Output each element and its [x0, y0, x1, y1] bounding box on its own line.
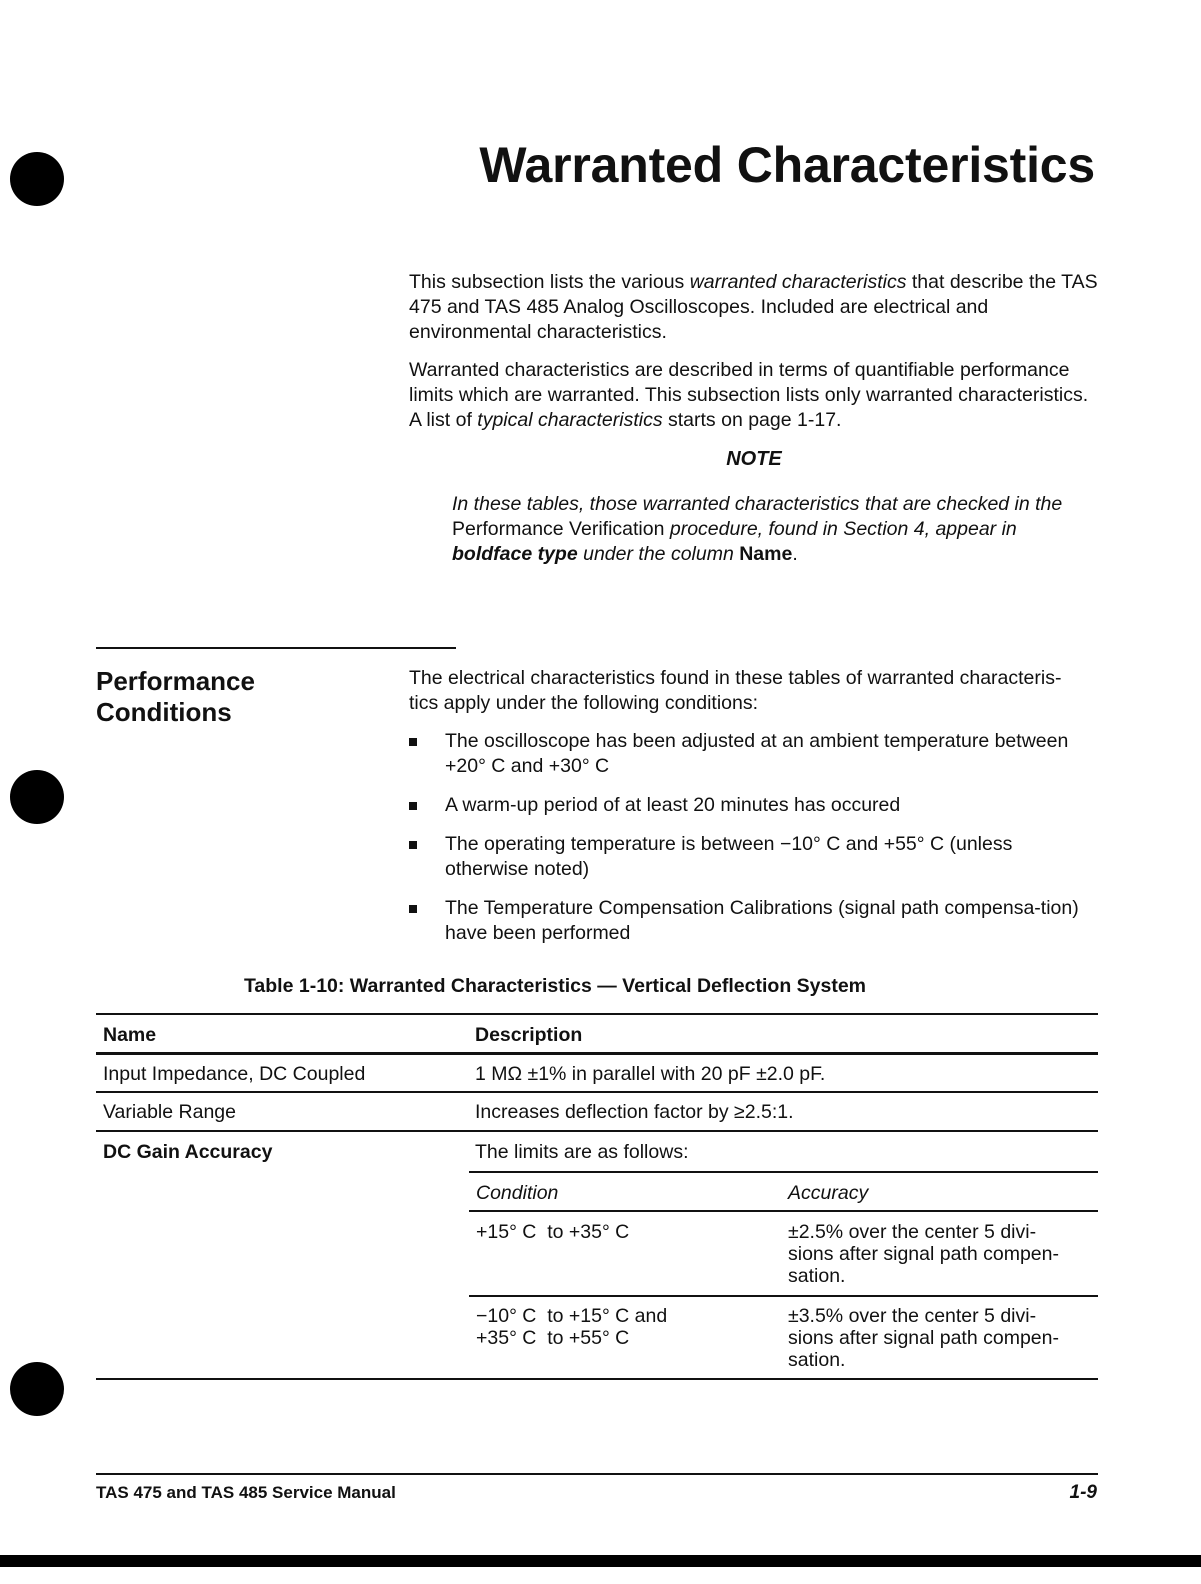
- footer-page-number: 1-9: [1069, 1482, 1097, 1503]
- intro-p1-emphasis: warranted characteristics: [689, 271, 907, 293]
- intro-paragraph-2: [409, 358, 1099, 433]
- conditions-intro: The electrical characteristics found in these tables of warranted characteris-tics apply under the following conditions:: [409, 667, 1062, 714]
- note-text-4: boldface type: [452, 543, 578, 565]
- header-rule: [96, 1052, 1098, 1055]
- subrow-condition-2-line-1: −10° C to +15° C and: [476, 1305, 668, 1327]
- intro-p2-text-a: Warranted characteristics are described in terms of quantifiable performance limits which are warranted. This subsection lists only warranted characteristics. A list of: [409, 359, 1089, 431]
- row-name-variable-range: Variable Range: [103, 1101, 236, 1123]
- subrow-accuracy-2: ±3.5% over the center 5 divi-sions after signal path compen-sation.: [788, 1305, 1059, 1371]
- section-divider: [96, 647, 456, 649]
- subrow-rule: [469, 1295, 1098, 1297]
- note-text-7: .: [792, 543, 798, 565]
- note-body: [452, 492, 1072, 567]
- header-description: Description: [475, 1024, 583, 1046]
- condition-item: The Temperature Compensation Calibrations (signal path compensa-tion) have been performed: [409, 896, 1099, 946]
- table-bottom-rule: [96, 1378, 1098, 1380]
- scan-edge-bar: [0, 1555, 1201, 1567]
- subheader-rule: [469, 1210, 1098, 1212]
- table-caption: Table 1-10: Warranted Characteristics — Vertical Deflection System: [243, 975, 867, 997]
- header-name: Name: [103, 1024, 157, 1046]
- subtable-top-rule: [469, 1171, 1098, 1173]
- intro-p1-text-b: that describe the TAS 475 and TAS 485 Analog Oscilloscopes. Included are electrical and environmental characteristics.: [409, 271, 1098, 343]
- footer-manual-title: TAS 475 and TAS 485 Service Manual: [96, 1483, 396, 1502]
- intro-p2-emphasis: typical characteristics: [477, 409, 663, 431]
- condition-item: A warm-up period of at least 20 minutes has occured: [409, 793, 1099, 818]
- intro-p2-text-b: starts on page 1-17.: [662, 409, 842, 431]
- subheader-accuracy: Accuracy: [788, 1182, 869, 1204]
- page-title: Warranted Characteristics: [479, 137, 1095, 193]
- note-text-3: procedure, found in Section 4, appear in: [664, 518, 1017, 540]
- row-desc-input-impedance: 1 MΩ ±1% in parallel with 20 pF ±2.0 pF.: [475, 1063, 826, 1085]
- row-name-dc-gain-accuracy: DC Gain Accuracy: [103, 1141, 273, 1163]
- condition-item: The operating temperature is between −10° C and +55° C (unless otherwise noted): [409, 832, 1099, 882]
- row-rule: [96, 1130, 1098, 1132]
- row-rule: [96, 1091, 1098, 1093]
- note-text-1: In these tables, those warranted characteristics that are checked in the: [452, 493, 1063, 515]
- binder-hole-bottom: [10, 1362, 64, 1416]
- conditions-list: [409, 729, 1099, 960]
- condition-item: The oscilloscope has been adjusted at an ambient temperature between +20° C and +30° C: [409, 729, 1099, 779]
- subrow-accuracy-1: ±2.5% over the center 5 divi-sions after signal path compen-sation.: [788, 1221, 1059, 1287]
- intro-paragraph-1: [409, 270, 1099, 345]
- intro-p1-text-a: This subsection lists the various: [409, 271, 690, 293]
- subheader-condition: Condition: [476, 1182, 559, 1204]
- table-top-rule: [96, 1013, 1098, 1015]
- row-desc-dc-gain-accuracy: The limits are as follows:: [475, 1141, 689, 1163]
- binder-hole-top: [10, 152, 64, 206]
- subrow-condition-2-line-2: +35° C to +55° C: [476, 1327, 630, 1349]
- intro-section: [409, 270, 1099, 446]
- note-text-2: Performance Verification: [452, 518, 665, 540]
- note-text-6: Name: [739, 543, 793, 565]
- row-name-input-impedance: Input Impedance, DC Coupled: [103, 1063, 366, 1085]
- row-desc-variable-range: Increases deflection factor by ≥2.5:1.: [475, 1101, 794, 1123]
- section-heading: Performance Conditions: [96, 666, 255, 727]
- note-heading: NOTE: [726, 448, 782, 470]
- subrow-condition-1: +15° C to +35° C: [476, 1221, 630, 1243]
- footer-rule: [96, 1473, 1098, 1475]
- binder-hole-middle: [10, 770, 64, 824]
- note-text-5: under the column: [577, 543, 740, 565]
